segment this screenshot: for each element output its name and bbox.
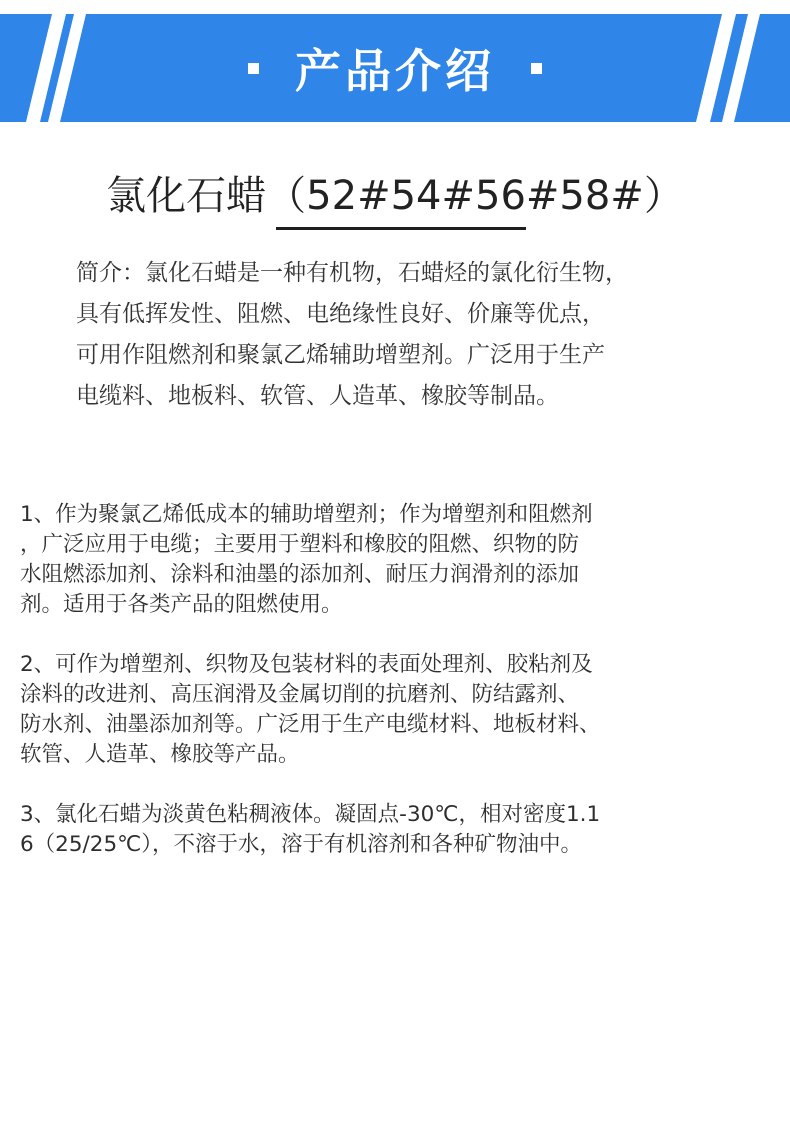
paragraph-1 — [20, 500, 780, 620]
paragraph-line: 2、可作为增塑剂、织物及包装材料的表面处理剂、胶粘剂及 — [20, 652, 593, 677]
paragraph-line: 1、作为聚氯乙烯低成本的辅助增塑剂；作为增塑剂和阻燃剂 — [20, 502, 593, 527]
intro-line: 简介：氯化石蜡是一种有机物，石蜡烃的氯化衍生物， — [76, 260, 628, 286]
title-underline — [276, 227, 526, 230]
paragraph-line: ，广泛应用于电缆；主要用于塑料和橡胶的阻燃、织物的防 — [20, 532, 580, 557]
paragraph-2 — [20, 650, 780, 770]
intro-line: 可用作阻燃剂和聚氯乙烯辅助增塑剂。广泛用于生产 — [76, 342, 605, 368]
header-banner — [0, 14, 790, 122]
paragraph-line: 剂。适用于各类产品的阻燃使用。 — [20, 592, 343, 617]
bullet-right — [531, 63, 542, 74]
banner-title-row — [0, 14, 790, 122]
paragraph-3 — [20, 800, 780, 860]
product-title: 氯化石蜡（52#54#56#58#） — [106, 173, 684, 219]
page-title: 产品介绍 — [295, 44, 495, 98]
paragraph-line: 软管、人造革、橡胶等产品。 — [20, 742, 300, 767]
paragraph-line: 防水剂、油墨添加剂等。广泛用于生产电缆材料、地板材料、 — [20, 712, 601, 737]
paragraph-line: 水阻燃添加剂、涂料和油墨的添加剂、耐压力润滑剂的添加 — [20, 562, 580, 587]
bullet-left — [248, 63, 259, 74]
intro-line: 具有低挥发性、阻燃、电绝缘性良好、价廉等优点， — [76, 301, 605, 327]
paragraph-line: 6（25/25℃），不溶于水，溶于有机溶剂和各种矿物油中。 — [20, 832, 583, 857]
intro-line: 电缆料、地板料、软管、人造革、橡胶等制品。 — [76, 383, 559, 409]
paragraph-line: 涂料的改进剂、高压润滑及金属切削的抗磨剂、防结露剂、 — [20, 682, 580, 707]
paragraph-line: 3、氯化石蜡为淡黄色粘稠液体。凝固点-30℃，相对密度1.1 — [20, 802, 601, 827]
intro-text — [76, 253, 756, 417]
